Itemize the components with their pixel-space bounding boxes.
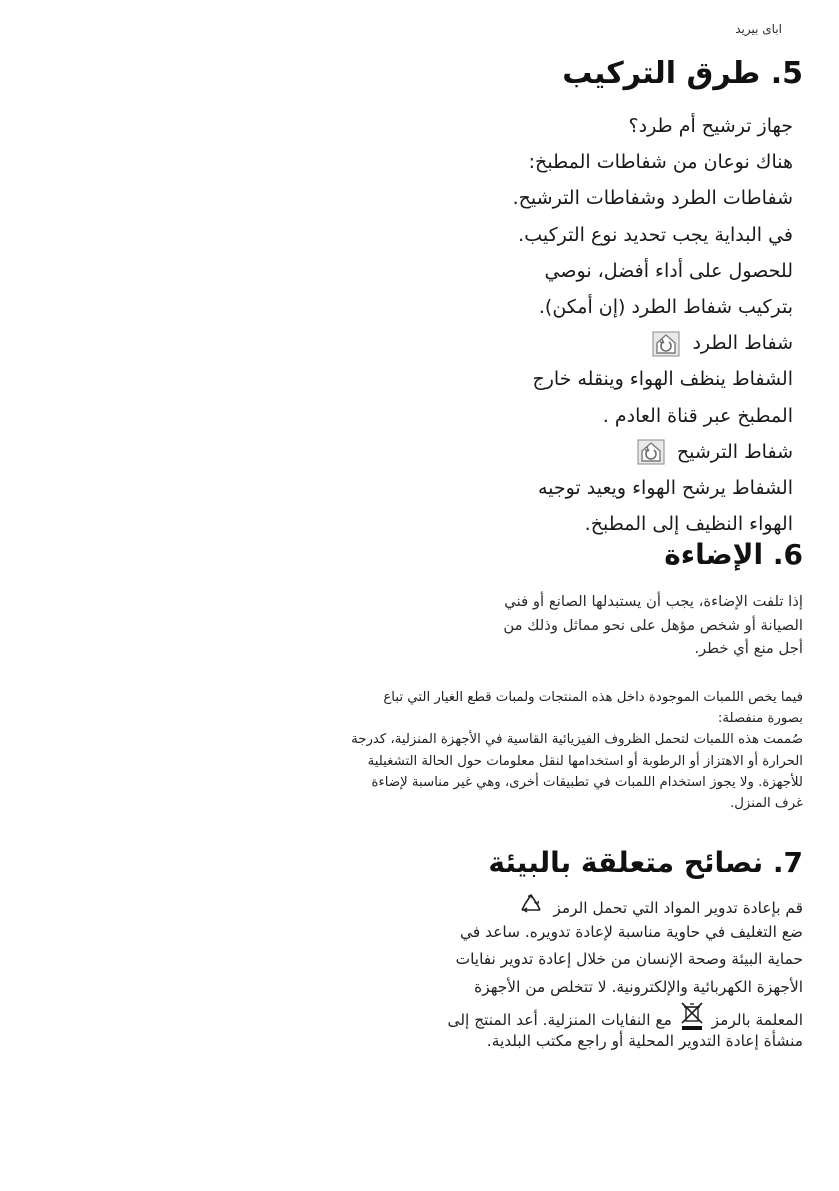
section-5-line: جهاز ترشيح أم طرد؟ — [628, 115, 793, 137]
lamp-note — [333, 687, 803, 814]
section-5-line: للحصول على أداء أفضل، نوصي — [544, 259, 793, 282]
lamp-note-line: فيما يخص اللمبات الموجودة داخل هذه المنتجات ولمبات قطع الغيار التي تباع — [383, 690, 803, 705]
recirculation-hood-label: شفاط الترشيح — [676, 440, 793, 463]
extraction-line: المطبخ عبر قناة العادم . — [602, 404, 793, 427]
recycle-line — [363, 892, 803, 919]
extraction-hood-row — [473, 325, 793, 361]
environment-line: منشأة إعادة التدوير المحلية أو راجع مكتب البلدية. — [486, 1031, 803, 1050]
section-5-line: هناك نوعان من شفاطات المطبخ: — [528, 151, 793, 174]
recycle-text: قم بإعادة تدوير المواد التي تحمل الرمز — [553, 899, 803, 918]
environment-line: ضع التغليف في حاوية مناسبة لإعادة تدويره. ساعد في — [460, 923, 803, 942]
recirculation-hood-row — [473, 434, 793, 470]
lamp-note-line: الحرارة أو الاهتزاز أو الرطوبة أو استخدامها لنقل معلومات حول الحالة التشغيلية — [367, 753, 803, 769]
section-5-line: بتركيب شفاط الطرد (إن أمكن). — [538, 295, 793, 318]
weee-line — [363, 1001, 803, 1028]
environment-line: الأجهزة الكهربائية والإلكترونية. لا تتخلص من الأجهزة — [474, 977, 803, 996]
environment-body — [363, 892, 803, 1055]
brand-logo-text: ابای بیرید — [735, 22, 782, 36]
recirculation-hood-icon — [637, 439, 665, 465]
weee-text-end: مع النفايات المنزلية. أعد المنتج إلى — [447, 1010, 672, 1029]
section-5-heading: 5. طرق التركيب — [562, 56, 803, 91]
recirculation-line: الشفاط يرشح الهواء ويعيد توجيه — [537, 476, 793, 499]
section-5-line: شفاطات الطرد وشفاطات الترشيح. — [512, 187, 793, 210]
section-5-line: في البداية يجب تحديد نوع التركيب. — [518, 223, 793, 246]
section-6-heading: 6. الإضاءة — [664, 538, 803, 571]
lighting-warning-line: الصيانة أو شخص مؤهل على نحو مماثل وذلك من — [503, 616, 803, 634]
lamp-note-line: بصورة منفصلة: — [717, 711, 803, 727]
lamp-note-line: غرف المنزل. — [730, 795, 803, 811]
weee-text-start: المعلمة بالرمز — [711, 1010, 803, 1029]
lamp-note-line: صُممت هذه اللمبات لتحمل الظروف الفيزيائية القاسية في الأجهزة المنزلية، كدرجة — [351, 732, 803, 748]
extraction-line: الشفاط ينظف الهواء وينقله خارج — [532, 368, 793, 391]
extraction-hood-icon — [652, 331, 680, 357]
lighting-warning — [363, 590, 803, 661]
lighting-warning-line: إذا تلفت الإضاءة، يجب أن يستبدلها الصانع أو فني — [504, 593, 803, 610]
extraction-hood-label: شفاط الطرد — [692, 332, 793, 355]
lamp-note-line: للأجهزة. ولا يجوز استخدام اللمبات في تطبيقات أخرى، وهي غير مناسبة لإضاءة — [371, 774, 803, 790]
section-7-heading: 7. نصائح متعلقة بالبيئة — [488, 846, 803, 879]
recirculation-line: الهواء النظيف إلى المطبخ. — [584, 513, 793, 536]
environment-line: حماية البيئة وصحة الإنسان من خلال إعادة تدوير نفايات — [455, 950, 803, 969]
lighting-warning-line: أجل منع أي خطر. — [694, 640, 803, 657]
section-5-body — [473, 108, 793, 542]
